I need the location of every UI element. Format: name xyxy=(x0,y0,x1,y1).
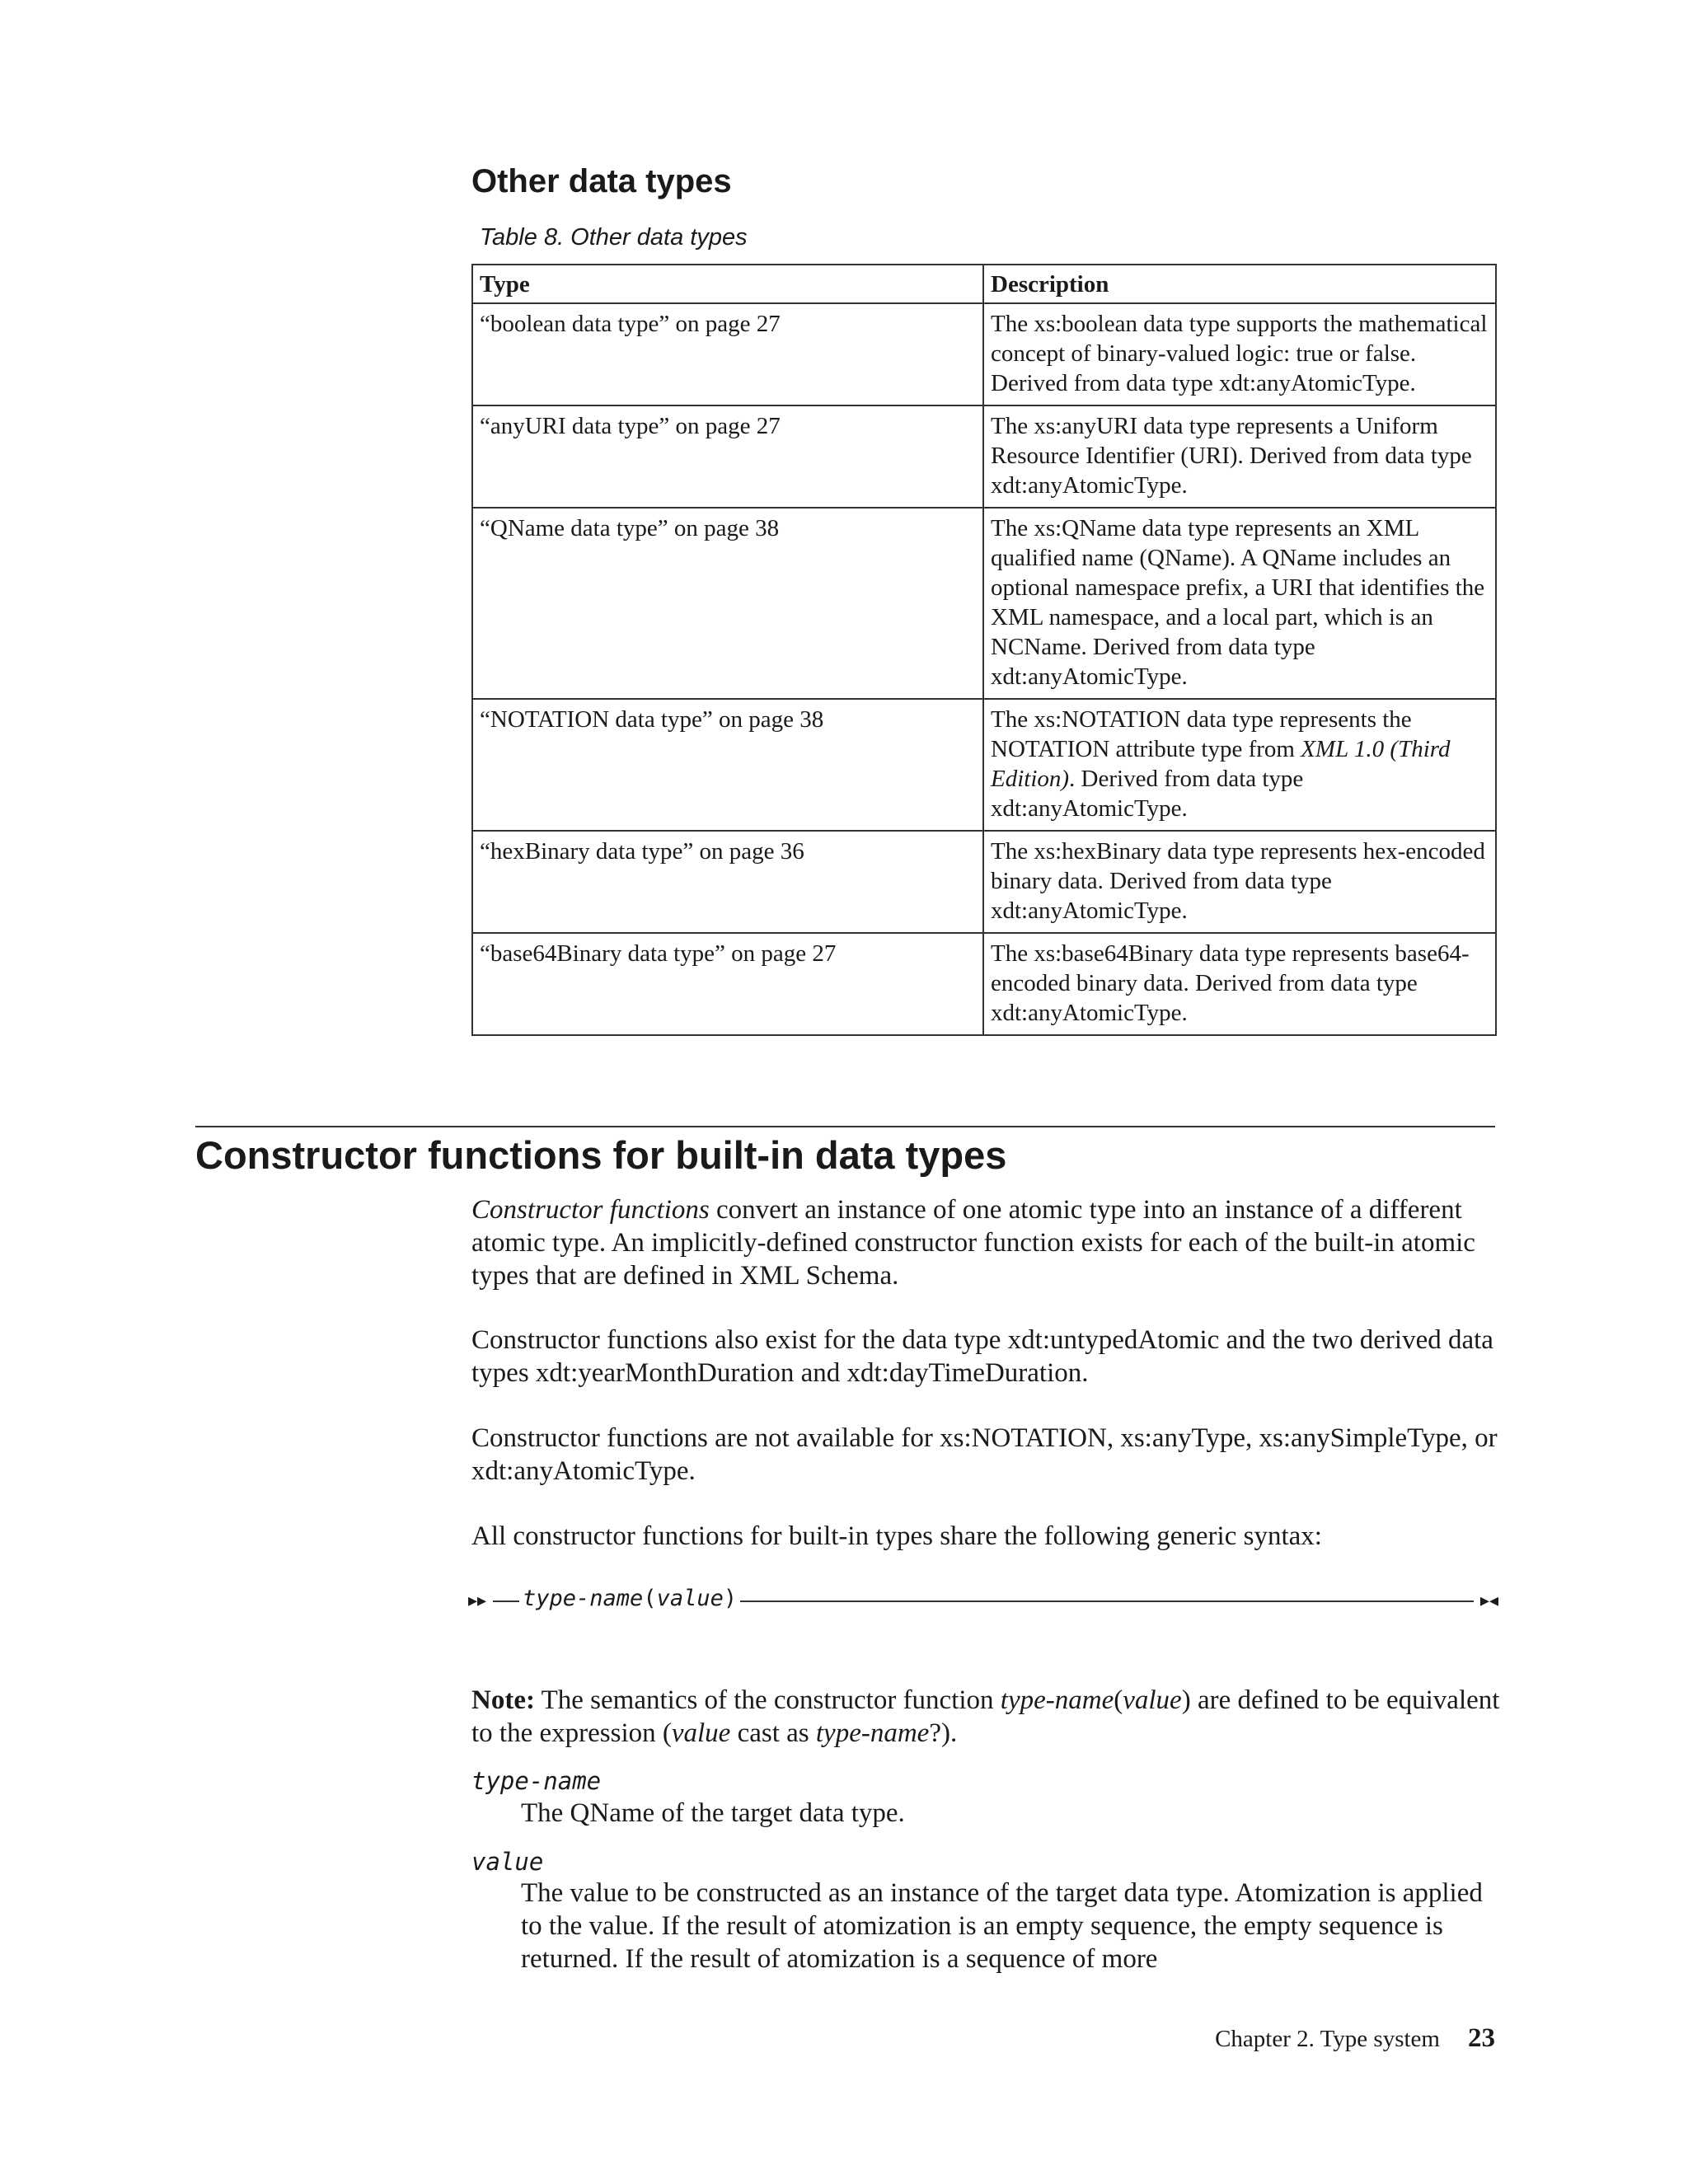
citation-title: XML 1.0 (Third Edition) xyxy=(991,736,1451,792)
term-constructor-functions: Constructor functions xyxy=(471,1195,710,1225)
other-data-types-table xyxy=(471,264,1497,1036)
paragraph-intro xyxy=(471,1193,1502,1292)
syntax-arg-value: value xyxy=(656,1586,724,1611)
table-row xyxy=(472,831,1496,933)
type-link[interactable]: “QName data type” on page 38 xyxy=(472,508,983,699)
column-header-description: Description xyxy=(983,265,1496,303)
table-row xyxy=(472,508,1496,699)
type-description: The xs:hexBinary data type represents hex-encoded binary data. Derived from data type xdt:anyAtomicType. xyxy=(983,831,1496,933)
section-divider xyxy=(195,1126,1495,1127)
type-link[interactable]: “base64Binary data type” on page 27 xyxy=(472,933,983,1035)
type-description xyxy=(983,699,1496,831)
table-row xyxy=(472,405,1496,508)
type-link[interactable]: “anyURI data type” on page 27 xyxy=(472,405,983,508)
note-paragraph xyxy=(471,1684,1502,1750)
syntax-diagram xyxy=(468,1584,1498,1617)
param-term-type-name: type-name xyxy=(471,1767,602,1795)
note-term: type-name xyxy=(815,1718,930,1748)
note-term: value xyxy=(671,1718,731,1748)
note-text: ( xyxy=(1114,1685,1123,1715)
note-text: ) are defined to be equivalent to the expression ( xyxy=(471,1685,1500,1748)
description-text: The xs:NOTATION data type represents the NOTATION attribute type from xyxy=(991,706,1412,762)
table-row xyxy=(472,699,1496,831)
type-link[interactable]: “boolean data type” on page 27 xyxy=(472,303,983,405)
paragraph-not-available: Constructor functions are not available for xs:NOTATION, xs:anyType, xs:anySimpleType, or xdt:anyAtomicType. xyxy=(471,1423,1498,1486)
note-text: The semantics of the constructor function xyxy=(534,1685,1001,1715)
param-definition-type-name: The QName of the target data type. xyxy=(521,1798,905,1828)
section-heading-other-data-types: Other data types xyxy=(471,163,732,199)
syntax-end-arrow-icon: ▸◂ xyxy=(1479,1590,1498,1610)
type-description: The xs:boolean data type supports the mathematical concept of binary-valued logic: true or false. Derived from data type xdt:anyAtomicType. xyxy=(983,303,1496,405)
syntax-expression xyxy=(519,1586,740,1611)
note-term: value xyxy=(1123,1685,1182,1715)
table-caption: Table 8. Other data types xyxy=(480,224,748,251)
paragraph-generic-syntax: All constructor functions for built-in types share the following generic syntax: xyxy=(471,1521,1322,1551)
type-link[interactable]: “hexBinary data type” on page 36 xyxy=(472,831,983,933)
type-description: The xs:base64Binary data type represents base64-encoded binary data. Derived from data type xdt:anyAtomicType. xyxy=(983,933,1496,1035)
type-description: The xs:anyURI data type represents a Uniform Resource Identifier (URI). Derived from data type xdt:anyAtomicType. xyxy=(983,405,1496,508)
note-term: type-name xyxy=(1000,1685,1114,1715)
column-header-type: Type xyxy=(472,265,983,303)
page-number: 23 xyxy=(1468,2023,1495,2053)
table-header-row xyxy=(472,265,1496,303)
syntax-type-name: type-name xyxy=(523,1586,644,1611)
note-label: Note: xyxy=(471,1685,535,1715)
syntax-open-paren: ( xyxy=(643,1586,657,1611)
note-text: cast as xyxy=(730,1718,816,1748)
table-row xyxy=(472,933,1496,1035)
param-term-value: value xyxy=(471,1848,544,1876)
section-heading-constructor-functions: Constructor functions for built-in data types xyxy=(195,1133,1007,1177)
table-row xyxy=(472,303,1496,405)
paragraph-untyped: Constructor functions also exist for the data type xdt:untypedAtomic and the two derived data types xdt:yearMonthDuration and xdt:dayTimeDuration. xyxy=(471,1325,1493,1388)
param-definition-value: The value to be constructed as an instance of the target data type. Atomization is applied to the value. If the result of atomization is an empty sequence, the empty sequence is returned. If the result of atomization is a sequence of more xyxy=(521,1878,1483,1974)
syntax-start-arrow-icon: ▸▸ xyxy=(468,1590,487,1610)
type-description: The xs:QName data type represents an XML qualified name (QName). A QName includes an optional namespace prefix, a URI that identifies the XML namespace, and a local part, which is an NCName. Derived from data type xdt:anyAtomicType. xyxy=(983,508,1496,699)
page-footer xyxy=(1215,2023,1495,2054)
description-text: . Derived from data type xdt:anyAtomicType. xyxy=(991,766,1304,822)
paragraph-text: convert an instance of one atomic type into an instance of a different atomic type. An implicitly-defined constructor function exists for each of the built-in atomic types that are defined in XML Schema. xyxy=(471,1195,1475,1291)
note-text: ?). xyxy=(929,1718,958,1748)
type-link[interactable]: “NOTATION data type” on page 38 xyxy=(472,699,983,831)
footer-chapter-title: Chapter 2. Type system xyxy=(1215,2026,1440,2052)
syntax-close-paren: ) xyxy=(723,1586,738,1611)
